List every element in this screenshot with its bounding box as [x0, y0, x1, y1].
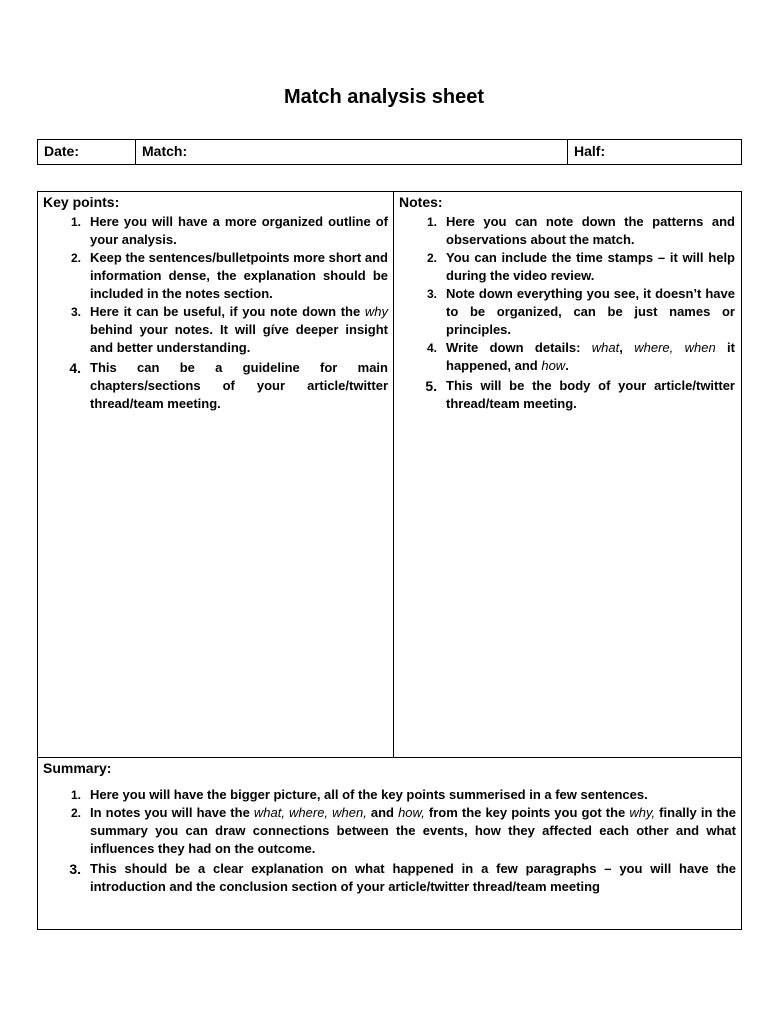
- date-field-label: Date:: [38, 140, 136, 164]
- half-field-label: Half:: [574, 143, 606, 159]
- list-item: [38, 359, 388, 413]
- key-points-section: [38, 192, 394, 757]
- notes-list: [394, 213, 735, 413]
- list-item-text-mid: from the key points you got the: [424, 805, 630, 820]
- list-item-text: You can include the time stamps – it will help during the video review.: [446, 250, 735, 283]
- list-item-text: Here you will have a more organized outline of your analysis.: [90, 214, 388, 247]
- notes-section: [394, 192, 741, 757]
- list-item: [38, 786, 736, 804]
- list-number: 3.: [70, 305, 81, 319]
- list-item-emphasis: why,: [629, 805, 656, 820]
- list-number: 2.: [70, 251, 81, 265]
- list-number: 2.: [70, 806, 81, 820]
- list-item: [394, 285, 735, 339]
- list-item: [38, 804, 736, 860]
- list-item-emphasis: how,: [398, 805, 425, 820]
- list-item-text: This should be a clear explanation on what happened in a few paragraphs – you will have the introduction and the conclusion section of your article/twitter thread/team meeting: [90, 861, 736, 894]
- key-points-list: [38, 213, 388, 413]
- list-item: [394, 377, 735, 413]
- list-item-text-end: behind your notes. It will gíve deeper insight and better understanding.: [90, 322, 388, 355]
- notes-heading: Notes:: [399, 194, 443, 210]
- list-item-text: This will be the body of your article/twitter thread/team meeting.: [446, 378, 735, 411]
- list-number: 1.: [70, 215, 81, 229]
- key-points-heading: Key points:: [43, 194, 120, 210]
- list-item-text-start: Write down details:: [446, 340, 592, 355]
- list-item-text: This can be a guideline for main chapters/sections of your article/twitter thread/team meeting.: [90, 360, 388, 411]
- list-item: [38, 860, 736, 896]
- header-table: [37, 139, 742, 165]
- summary-list: [38, 786, 736, 896]
- list-number: 4.: [426, 341, 437, 355]
- list-item-emphasis: how: [541, 358, 566, 373]
- list-item: [38, 303, 388, 359]
- list-number: 4.: [69, 360, 81, 376]
- list-item: [38, 213, 388, 249]
- list-number: 2.: [426, 251, 437, 265]
- list-item-text-mid: it happened, and: [446, 340, 735, 373]
- columns-row: [38, 192, 741, 758]
- page-title: Match analysis sheet: [283, 86, 485, 108]
- list-number: 3.: [426, 287, 437, 301]
- list-item-emphasis: what, where, when,: [253, 805, 367, 820]
- list-number: 3.: [69, 861, 81, 877]
- list-item-emphasis: where, when: [634, 340, 716, 355]
- list-item-text: Here you can note down the patterns and observations about the match.: [446, 214, 735, 247]
- list-item-text-end: finally in the summary you can draw connections between the events, how they affected each other and what influences they had on the outcome.: [90, 805, 736, 856]
- list-item-text: Here you will have the bigger picture, all of the key points summerised in a few sentences.: [90, 787, 648, 802]
- summary-heading: Summary:: [43, 760, 112, 776]
- list-item: [394, 249, 735, 285]
- list-item-emphasis: why: [364, 304, 388, 319]
- summary-section: [38, 758, 741, 929]
- list-item-emphasis: what: [591, 340, 620, 355]
- list-item: [38, 249, 388, 303]
- list-item-text-start: Here it can be useful, if you note down the: [90, 304, 365, 319]
- list-item-text-mid: ,: [619, 340, 635, 355]
- list-item: [394, 339, 735, 377]
- list-item: [394, 213, 735, 249]
- list-item-text-mid: and: [366, 805, 399, 820]
- list-number: 5.: [425, 378, 437, 394]
- analysis-table: [37, 191, 742, 930]
- list-item-text-end: .: [565, 358, 569, 373]
- list-item-text: Note down everything you see, it doesn’t have to be organized, can be just names or principles.: [446, 286, 735, 337]
- list-number: 1.: [70, 788, 81, 802]
- list-number: 1.: [426, 215, 437, 229]
- list-item-text: Keep the sentences/bulletpoints more short and information dense, the explanation should be included in the notes section.: [90, 250, 388, 301]
- match-field-label: Match:: [136, 140, 568, 164]
- list-item-text-start: In notes you will have the: [90, 805, 254, 820]
